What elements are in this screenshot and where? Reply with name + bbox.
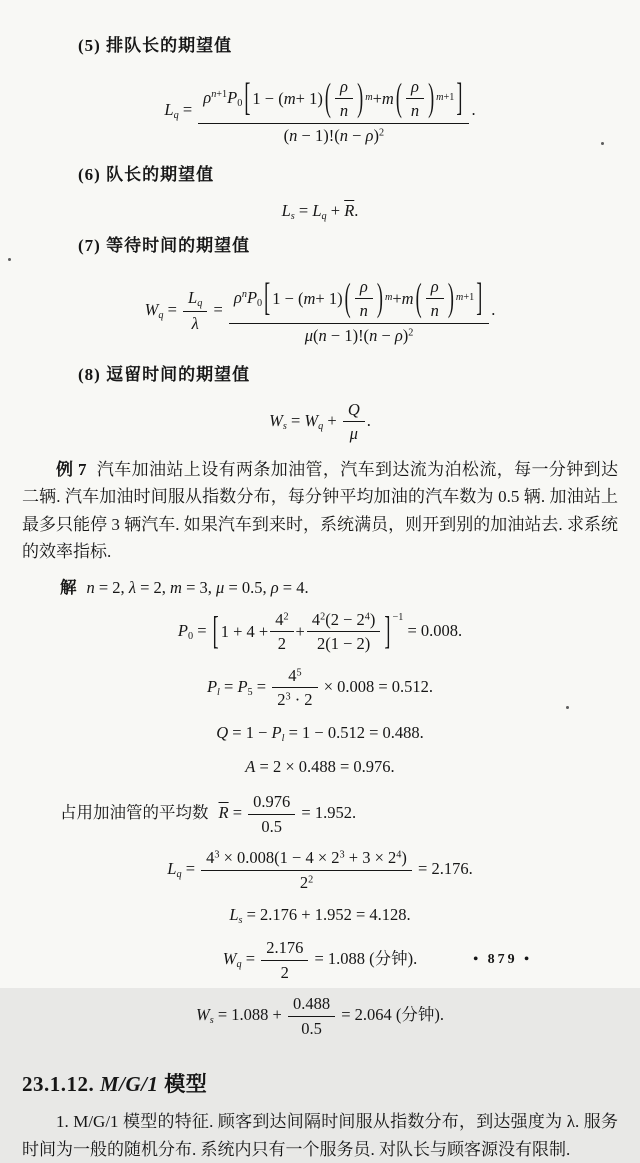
example-7-text: 汽车加油站上设有两条加油管，汽车到达流为泊松流，每一分钟到达二辆. 汽车加油时间服从指数分布，每分钟平均加油的汽车数为 0.5 辆. 加油站上最多只能停 3 辆汽车. 如果汽车到来时，系统满员，则开到别的加油站去. 求系统的效率指标. <box>22 459 618 562</box>
fraction: $\frac{0.488}{0.5}$ <box>288 994 335 1038</box>
heading-item-8: (8) 逗留时间的期望值 <box>78 365 251 385</box>
solution-label: 解 <box>60 577 77 597</box>
fraction: $\frac{4^2(2 - 2^4)}{2(1 - 2)}$ <box>307 610 381 654</box>
example-7-paragraph <box>22 456 618 566</box>
fraction: $\frac{Q}{\mu}$ <box>343 400 365 444</box>
heading-item-7: (7) 等待时间的期望值 <box>78 235 251 255</box>
section-model-name: M/G/1 <box>100 1072 159 1097</box>
fraction: $\rho^{n+1}P_0$ [ 1 − ( m + 1) ( $\frac{\rho}{n}$ ) m + m ( $\frac{\rho}{n}$ ) m+1 ] $(n - 1)!(n - \rho)^2$ <box>198 77 469 145</box>
formula-q-calculation: $Q = 1 - P_l = 1 - 0.512 = 0.488$. <box>216 722 424 744</box>
bracket-group: ( $\frac{\rho}{n}$ ) <box>344 275 383 321</box>
formula-ls-definition: $L_s = L_q + \overline{R}$. <box>281 200 359 222</box>
fraction: $\rho^nP_0$ [ 1 − ( m + 1) ( $\frac{\rho}{n}$ ) m + m ( $\frac{\rho}{n}$ ) m+1 ] $\mu(n - 1)!(n - \rho)^2$ <box>229 277 489 345</box>
average-pumps-label: 占用加油管的平均数 <box>60 802 209 822</box>
fraction: $\frac{\rho}{n}$ <box>426 277 444 321</box>
heading-item-6: (6) 队长的期望值 <box>78 165 215 185</box>
bracket-group: ( $\frac{\rho}{n}$ ) <box>395 75 435 121</box>
solution-line <box>60 574 618 598</box>
mg1-paragraph: 1. M/G/1 模型的特征. 顾客到达间隔时间服从指数分布，到达强度为 λ. 服务时间为一般的随机分布. 系统内只有一个服务员. 对队长与顾客源没有限制. <box>22 1112 618 1159</box>
solution-parameters: n = 2, λ = 2, m = 3, μ = 0.5, ρ = 4. <box>86 577 309 597</box>
fraction: $\frac{\rho}{n}$ <box>335 77 353 121</box>
bracket-group: [ 1 − ( m + 1) ( $\frac{\rho}{n}$ ) m + m ( $\frac{\rho}{n}$ ) m+1 ] <box>244 75 463 121</box>
section-heading <box>22 1068 618 1098</box>
fraction: $\frac{0.976}{0.5}$ <box>248 792 295 836</box>
page-number: • 879 • <box>473 952 532 967</box>
formula-rbar-calculation: $\overline{R}$ = $\frac{0.976}{0.5}$ = 1.952. <box>218 792 357 836</box>
formula-wq-definition: $W_q$ = $\frac{L_q}{\lambda}$ = $\rho^nP_0$ [ 1 − ( m + 1) ( $\frac{\rho}{n}$ ) m + m ( $\frac{\rho}{n}$ ) m+1 ] $\mu(n - 1)!(n - \rho)^2$ . <box>144 275 496 345</box>
scan-speck <box>8 258 11 261</box>
fraction: $\frac{4^5}{2^3 \cdot 2}$ <box>272 666 317 710</box>
example-7-label: 例 7 <box>56 459 87 479</box>
bracket-group: ( $\frac{\rho}{n}$ ) <box>324 75 364 121</box>
fraction: $\frac{2.176}{2}$ <box>261 938 308 982</box>
formula-wq-calculation: $W_q$ = $\frac{2.176}{2}$ = 1.088 (分钟). <box>222 938 418 982</box>
formula-ws-definition: $W_s = W_q$ + $\frac{Q}{\mu}$ . <box>269 399 371 444</box>
formula-p0-calculation: $P_0$ = [ 1 + 4 + $\frac{4^2}{2}$ + $\frac{4^2(2 - 2^4)}{2(1 - 2)}$ ] $^{-1}$ = 0.008. <box>177 609 463 654</box>
average-pumps-line <box>60 792 618 836</box>
fraction: $\frac{4^2}{2}$ <box>270 610 293 654</box>
formula-ls-calculation: $L_s = 2.176 + 1.952 = 4.128$. <box>229 905 411 927</box>
fraction: $\frac{L_q}{\lambda}$ <box>183 288 207 334</box>
fraction: $\frac{\rho}{n}$ <box>406 77 424 121</box>
bracket-group: [ 1 − ( m + 1) ( $\frac{\rho}{n}$ ) m + m ( $\frac{\rho}{n}$ ) m+1 ] <box>264 275 483 321</box>
bracket-group: ( $\frac{\rho}{n}$ ) <box>415 275 454 321</box>
formula-lq-definition: $L_q$ = $\rho^{n+1}P_0$ [ 1 − ( m + 1) ( $\frac{\rho}{n}$ ) m + m ( $\frac{\rho}{n}$ ) m+1 ] $(n - 1)!(n - \rho)^2$ . <box>164 75 476 145</box>
section-number: 23.1.12. <box>22 1072 95 1097</box>
fraction: $\frac{4^3 \times 0.008(1 - 4 \times 2^3 + 3 \times 2^4)}{2^2}$ <box>201 848 412 892</box>
formula-loss-probability: $P_l = P_5$ = $\frac{4^5}{2^3 \cdot 2}$ × 0.008 = 0.512. <box>206 665 434 710</box>
fraction: $\frac{\rho}{n}$ <box>355 277 373 321</box>
scan-speck <box>601 142 604 145</box>
heading-item-5: (5) 排队长的期望值 <box>78 36 233 55</box>
formula-ws-calculation: $W_s = 1.088$ + $\frac{0.488}{0.5}$ = 2.064 (分钟). <box>195 994 445 1038</box>
section-suffix: 模型 <box>164 1072 208 1097</box>
bracket-group: [ 1 + 4 + $\frac{4^2}{2}$ + $\frac{4^2(2 - 2^4)}{2(1 - 2)}$ ] <box>212 609 391 654</box>
formula-lq-calculation: $L_q$ = $\frac{4^3 \times 0.008(1 - 4 \times 2^3 + 3 \times 2^4)}{2^2}$ = 2.176. <box>167 848 473 892</box>
scan-speck <box>566 706 569 709</box>
formula-a-calculation: A = 2 × 0.488 = 0.976. <box>245 756 395 776</box>
